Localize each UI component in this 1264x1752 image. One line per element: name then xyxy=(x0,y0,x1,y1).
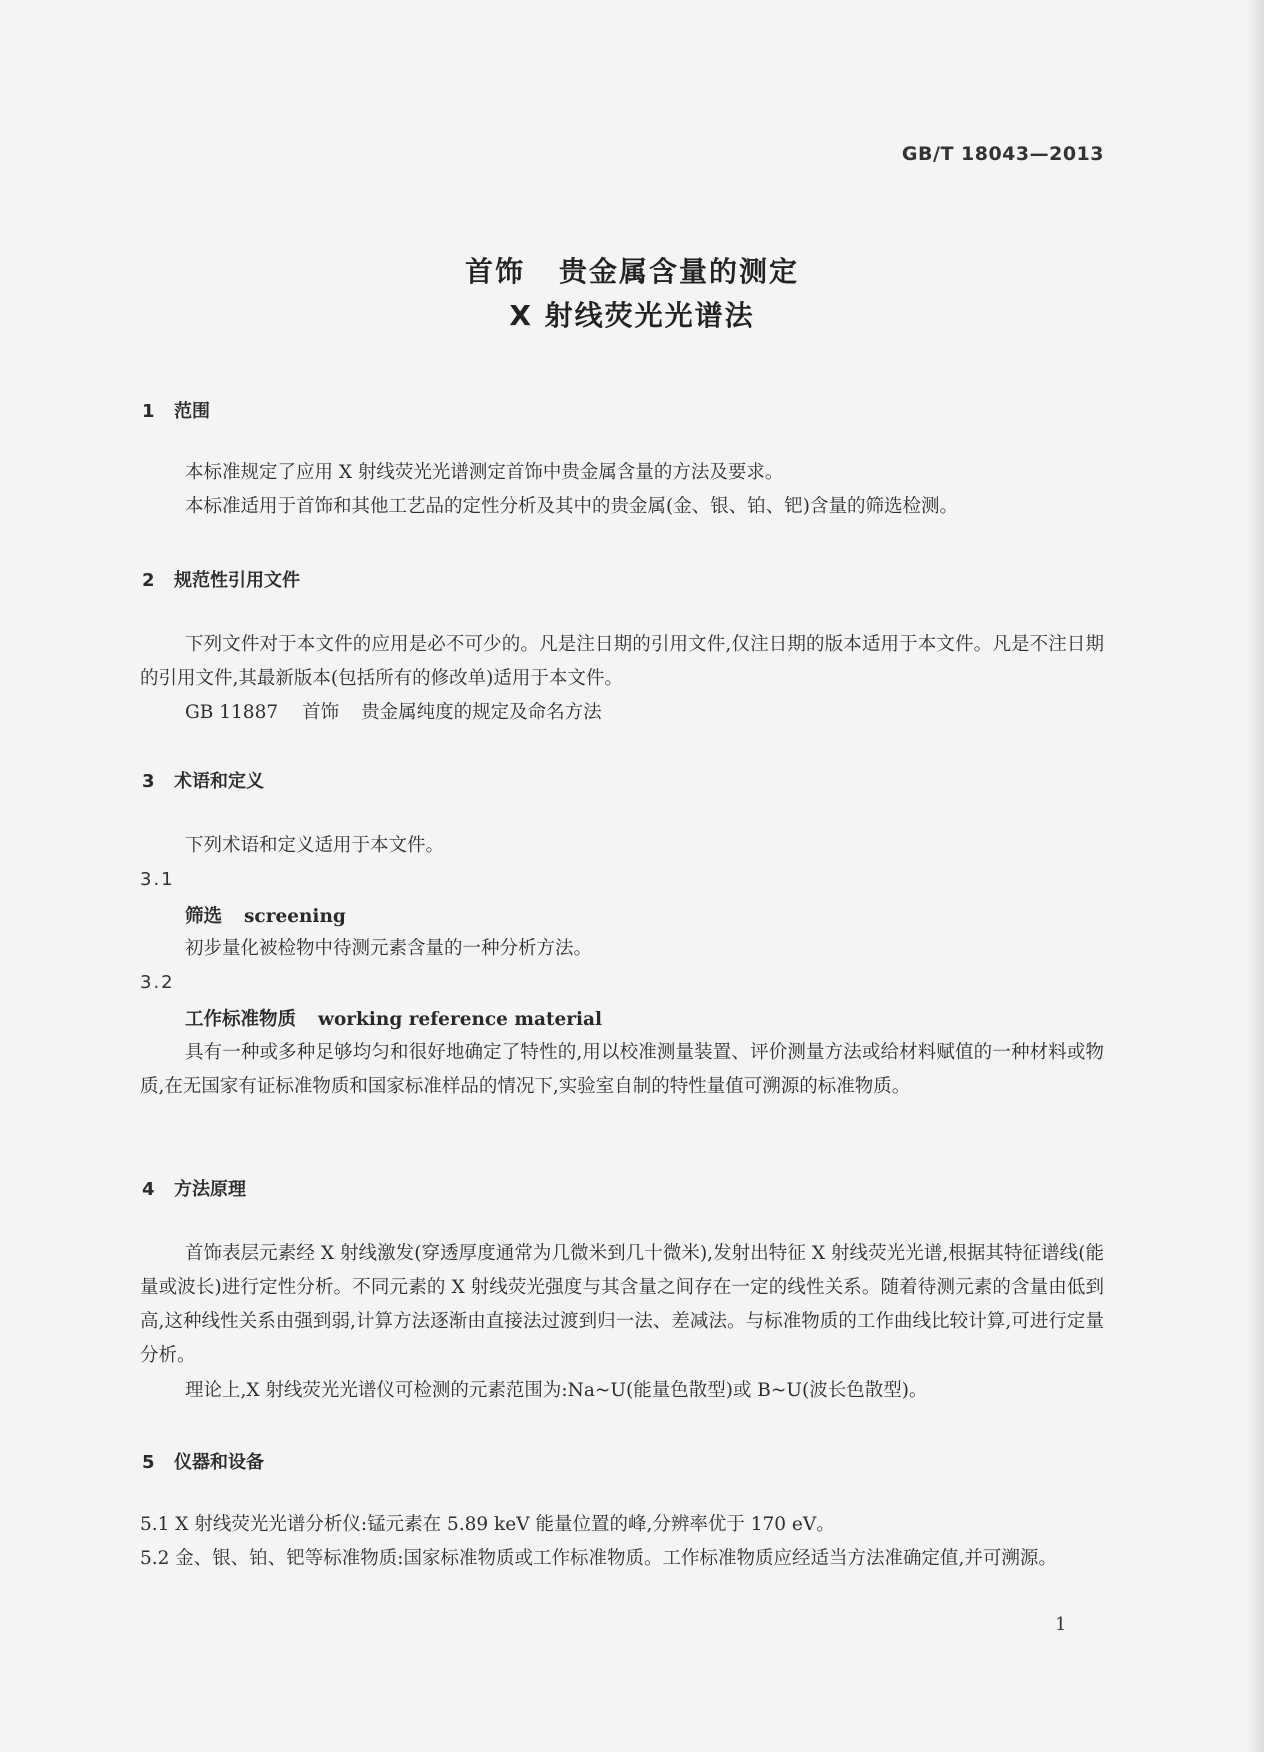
page-number: 1 xyxy=(1055,1614,1067,1635)
section-heading-1 xyxy=(142,397,210,423)
term-number-3-2: 3.2 xyxy=(140,972,175,993)
term-3-2-definition: 具有一种或多种足够均匀和很好地确定了特性的,用以校准测量装置、评价测量方法或给材料赋值的一种材料或物质,在无国家有证标准物质和国家标准样品的情况下,实验室自制的特性量值可溯源的标准物质。 xyxy=(140,1042,1104,1097)
section-number: 3 xyxy=(142,771,155,792)
section-1-paragraph-2: 本标准适用于首饰和其他工艺品的定性分析及其中的贵金属(金、银、铂、钯)含量的筛选检测。 xyxy=(185,496,958,517)
section-4-paragraph-2: 理论上,X 射线荧光光谱仪可检测的元素范围为:Na~U(能量色散型)或 B~U(波长色散型)。 xyxy=(185,1380,928,1401)
term-chinese: 工作标准物质 xyxy=(185,1009,297,1030)
section-heading-3 xyxy=(142,767,264,793)
document-title-line2: X 射线荧光光谱法 xyxy=(509,299,755,332)
document-title-line1 xyxy=(0,250,1264,290)
section-title: 仪器和设备 xyxy=(174,1452,264,1473)
term-3-2 xyxy=(185,1005,602,1031)
term-chinese: 筛选 xyxy=(185,906,223,927)
term-number-3-1: 3.1 xyxy=(140,869,175,890)
normative-reference xyxy=(185,696,1085,730)
section-title: 规范性引用文件 xyxy=(174,570,300,591)
section-number: 4 xyxy=(142,1179,155,1200)
item-5-2: 5.2 金、银、铂、钯等标准物质:国家标准物质或工作标准物质。工作标准物质应经适当方法准确定值,并可溯源。 xyxy=(140,1548,1057,1569)
section-number: 5 xyxy=(142,1452,155,1473)
section-heading-5 xyxy=(142,1448,264,1474)
section-heading-4 xyxy=(142,1175,246,1201)
section-4-paragraph-1: 首饰表层元素经 X 射线激发(穿透厚度通常为几微米到几十微米),发射出特征 X 射线荧光光谱,根据其特征谱线(能量或波长)进行定性分析。不同元素的 X 射线荧光强度与其含量之间存在一定的线性关系。随着待测元素的含量由低到高,这种线性关系由强到弱,计算方法逐渐由直接法过渡到归一法、差减法。与标准物质的工作曲线比较计算,可进行定量分析。 xyxy=(140,1243,1104,1366)
term-3-1-definition: 初步量化被检物中待测元素含量的一种分析方法。 xyxy=(185,938,593,959)
reference-title-b: 贵金属纯度的规定及命名方法 xyxy=(361,702,602,723)
term-3-1 xyxy=(185,902,346,928)
reference-code: GB 11887 xyxy=(185,702,279,723)
section-title: 术语和定义 xyxy=(174,771,264,792)
item-5-1: 5.1 X 射线荧光光谱分析仪:锰元素在 5.89 keV 能量位置的峰,分辨率优于 170 eV。 xyxy=(140,1514,835,1535)
section-number: 1 xyxy=(142,401,155,422)
title-part-b: 贵金属含量的测定 xyxy=(559,255,800,288)
section-3-paragraph-1: 下列术语和定义适用于本文件。 xyxy=(185,835,445,856)
term-english: working reference material xyxy=(318,1009,603,1030)
section-2-paragraph-1: 下列文件对于本文件的应用是必不可少的。凡是注日期的引用文件,仅注日期的版本适用于本文件。凡是不注日期的引用文件,其最新版本(包括所有的修改单)适用于本文件。 xyxy=(140,634,1104,689)
title-part-a: 首饰 xyxy=(464,255,525,288)
section-title: 范围 xyxy=(174,401,210,422)
section-1-paragraph-1: 本标准规定了应用 X 射线荧光光谱测定首饰中贵金属含量的方法及要求。 xyxy=(185,462,784,483)
section-number: 2 xyxy=(142,570,155,591)
standard-number: GB/T 18043—2013 xyxy=(901,143,1104,165)
term-english: screening xyxy=(244,906,346,927)
reference-title-a: 首饰 xyxy=(302,702,340,723)
section-title: 方法原理 xyxy=(174,1179,246,1200)
section-heading-2 xyxy=(142,566,300,592)
